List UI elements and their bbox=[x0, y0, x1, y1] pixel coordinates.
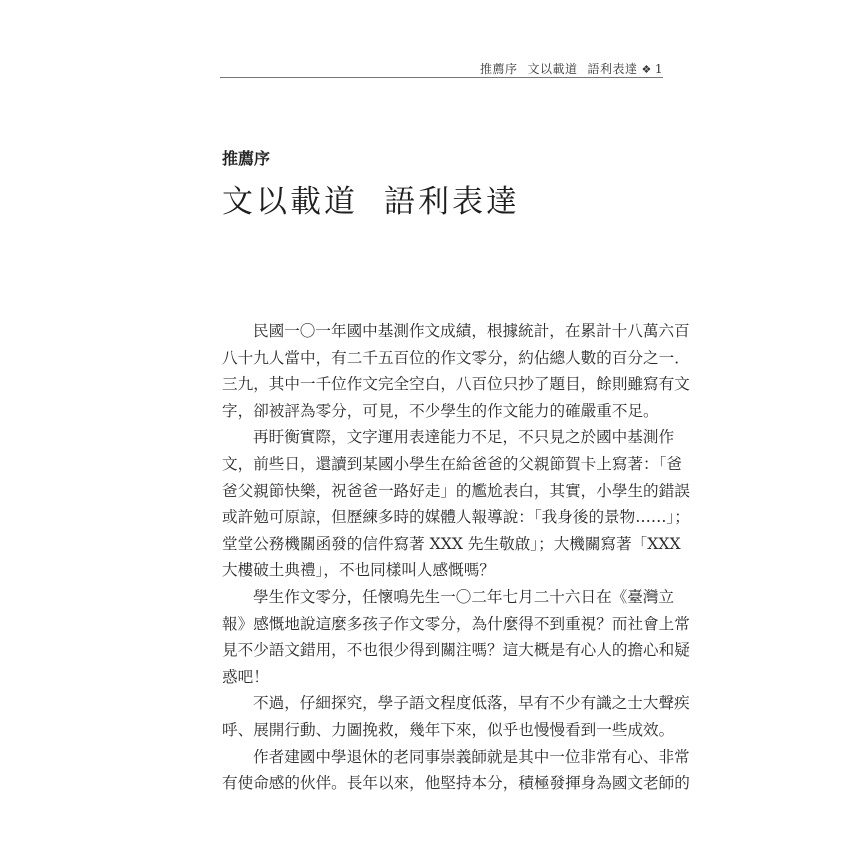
page-number: 1 bbox=[654, 62, 663, 76]
body-line: 大樓破土典禮」，不也同樣叫人感慨嗎？ bbox=[222, 561, 495, 580]
section-kicker: 推薦序 bbox=[222, 149, 271, 168]
running-header-section: 推薦序 bbox=[479, 62, 518, 76]
body-text bbox=[222, 318, 690, 797]
body-line: 民國一〇一年國中基測作文成績，根據統計，在累計十八萬六百 bbox=[253, 322, 690, 340]
body-line: 八十九人當中，有二千五百位的作文零分，約佔總人數的百分之一． bbox=[222, 348, 690, 367]
body-line: 報》感慨地說這麼多孩子作文零分，為什麼得不到重視？而社會上常 bbox=[222, 614, 690, 633]
body-line: 堂堂公務機關函發的信件寫著 XXX 先生敬啟」；大機關寫著「XXX bbox=[222, 534, 681, 553]
ornament-diamond-icon: ❖ bbox=[641, 63, 652, 76]
body-line: 文，前些日，還讀到某國小學生在給爸爸的父親節賀卡上寫著：「爸 bbox=[222, 454, 683, 473]
body-line: 有使命感的伙伴。長年以來，他堅持本分，積極發揮身為國文老師的 bbox=[222, 774, 690, 793]
running-header-title-a: 文以載道 bbox=[527, 62, 578, 76]
body-line: 學生作文零分，任懷鳴先生一〇二年七月二十六日在《臺灣立 bbox=[253, 587, 675, 606]
title-part-a: 文以載道 bbox=[222, 184, 358, 220]
body-line: 惑吧！ bbox=[222, 667, 269, 686]
running-header-title-b: 語利表達 bbox=[587, 62, 638, 76]
body-line: 見不少語文錯用，不也很少得到關注嗎？這大概是有心人的擔心和疑 bbox=[222, 641, 690, 660]
body-line: 三九，其中一千位作文完全空白，八百位只抄了題目，餘則雖寫有文 bbox=[222, 375, 690, 394]
running-header bbox=[220, 62, 663, 78]
body-line: 不過，仔細探究，學子語文程度低落，早有不少有識之士大聲疾 bbox=[253, 694, 690, 713]
body-line: 或許勉可原諒，但歷練多時的媒體人報導說：「我身後的景物……」； bbox=[222, 508, 690, 527]
body-line: 爸父親節快樂，祝爸爸一路好走」的尷尬表白，其實，小學生的錯誤 bbox=[222, 481, 690, 500]
body-line: 再盱衡實際，文字運用表達能力不足，不只見之於國中基測作 bbox=[253, 428, 675, 447]
header-rule bbox=[220, 77, 663, 78]
page-title bbox=[222, 176, 520, 221]
body-line: 字，卻被評為零分，可見，不少學生的作文能力的確嚴重不足。 bbox=[222, 401, 659, 420]
title-part-b: 語利表達 bbox=[384, 184, 520, 220]
body-line: 呼、展開行動、力圖挽救，幾年下來，似乎也慢慢看到一些成效。 bbox=[222, 720, 675, 739]
body-line: 作者建國中學退休的老同事崇義師就是其中一位非常有心、非常 bbox=[253, 747, 690, 766]
